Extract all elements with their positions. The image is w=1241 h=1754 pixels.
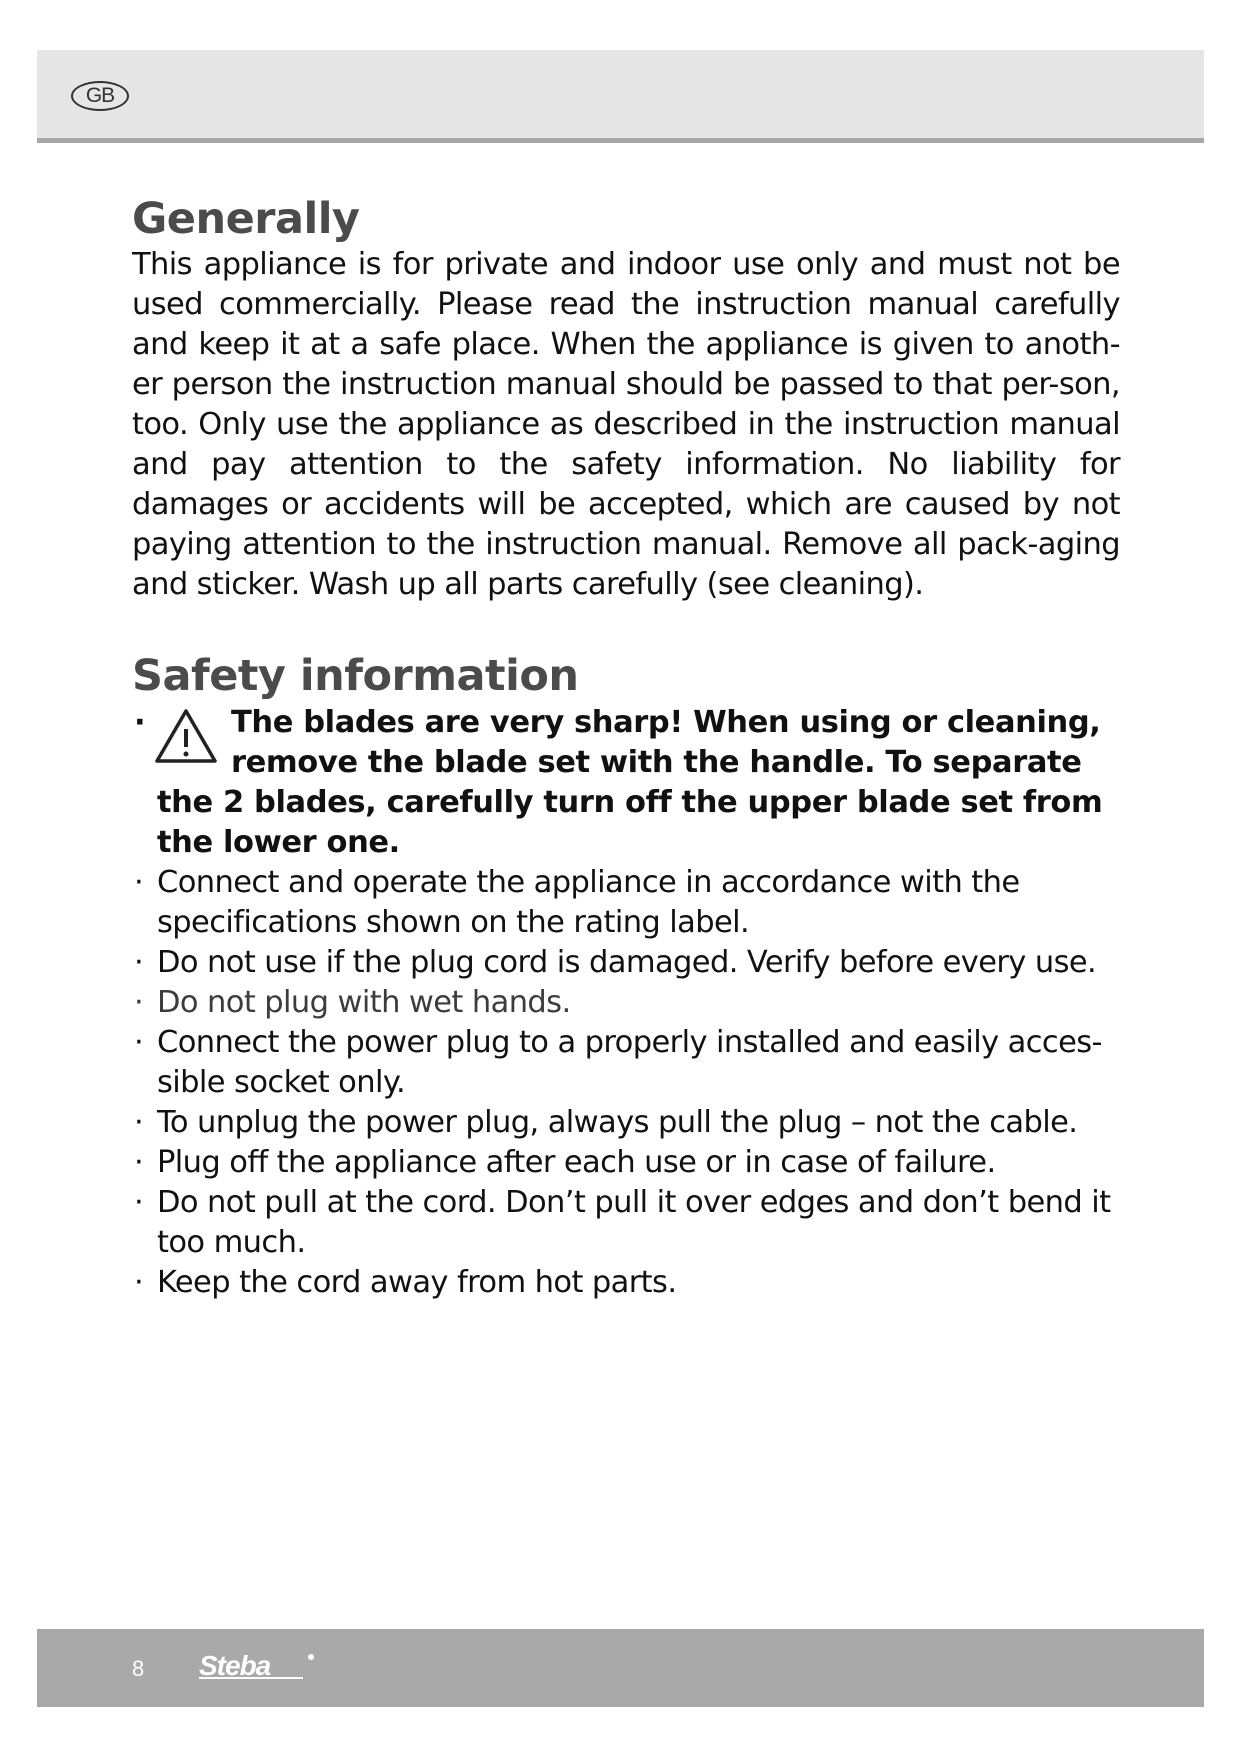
safety-item-warning	[132, 703, 1120, 863]
brand-name: Steba	[199, 1650, 271, 1681]
safety-item: · Do not pull at the cord. Don’t pull it over edges and don’t bend it too much.	[132, 1183, 1120, 1263]
safety-item: · Connect the power plug to a properly installed and easily acces-sible socket only.	[132, 1023, 1120, 1103]
page-number: 8	[132, 1656, 145, 1681]
page-footer	[37, 1629, 1204, 1707]
page-header	[37, 50, 1204, 143]
safety-item: · Keep the cord away from hot parts.	[132, 1263, 1120, 1303]
language-badge: GB	[71, 81, 129, 111]
safety-item: · To unplug the power plug, always pull the plug – not the cable.	[132, 1103, 1120, 1143]
safety-item-text: The blades are very sharp! When using or cleaning, remove the blade set with the handle. To separate the 2 blades, carefully turn off the upper blade set from the lower one.	[157, 704, 1103, 860]
steba-logo	[195, 1647, 327, 1687]
generally-heading: Generally	[132, 194, 360, 244]
page-content	[132, 196, 1120, 1303]
generally-body: This appliance is for private and indoor use only and must not be used commercially. Please read the instruction manual carefully and keep it at a safe place. When the appliance is given to anoth-er person the instruction manual should be passed to that per-son, too. Only use the appliance as described in the instruction manual and pay attention to the safety information. No liability for damages or accidents will be accepted, which are caused by not paying attention to the instruction manual. Remove all pack-aging and sticker. Wash up all parts carefully (see cleaning).	[132, 247, 1120, 603]
safety-item: · Connect and operate the appliance in accordance with the specifications shown on the rating label.	[132, 863, 1120, 943]
safety-item: · Do not plug with wet hands.	[132, 983, 1120, 1023]
safety-heading: Safety information	[132, 651, 579, 702]
warning-triangle-icon	[153, 707, 219, 765]
safety-list	[132, 703, 1120, 1303]
safety-item: · Plug off the appliance after each use or in case of failure.	[132, 1143, 1120, 1183]
safety-item: · Do not use if the plug cord is damaged. Verify before every use.	[132, 943, 1120, 983]
